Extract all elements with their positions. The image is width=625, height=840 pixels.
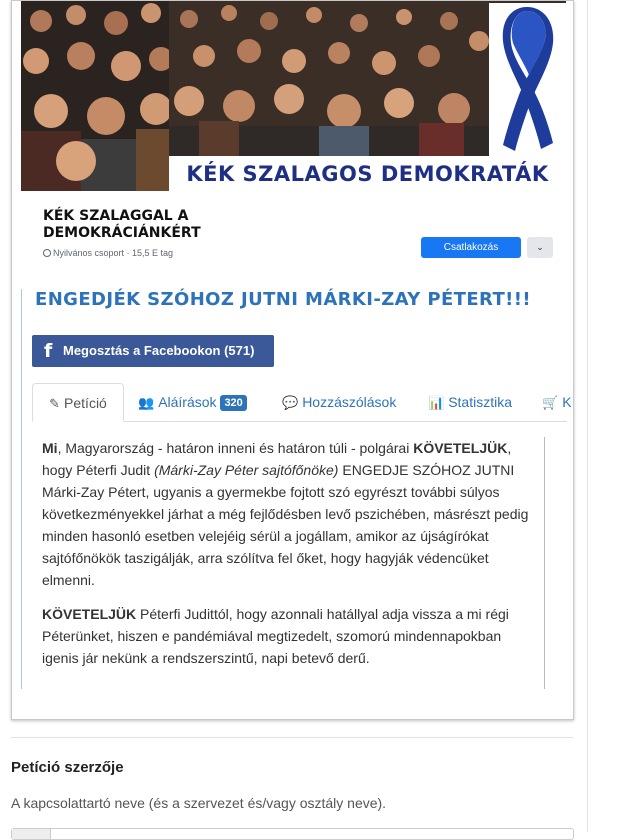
facebook-group-screenshot [21, 1, 566, 271]
tab-label: K [562, 394, 572, 410]
tab-shop[interactable] [542, 383, 572, 421]
petition-body [42, 437, 538, 681]
group-name: KÉK SZALAGGAL A DEMOKRÁCIÁNKÉRT [43, 208, 201, 241]
text: ENGEDJE SZÓHOZ JUTNI Márki-Zay Pétert, ugyanis a gyermekbe fojtott szó egyrészt további súlyos következményekkel járhat a még fejlődésben levő pszichében, másrészt pedig minden hasonló esetben velejéig sérül a jogállam, amikor az újságírókat sajtófőnökök taszigálják, arra szólítva fel őket, hogy hagyják védencüket elmenni. [42, 462, 529, 588]
tab-peticio[interactable] [32, 383, 124, 422]
cover-photo [21, 1, 566, 191]
cart-icon: 🛒 [542, 396, 559, 411]
tab-alairasok[interactable] [138, 383, 247, 421]
author-section-title: Petíció szerzője [11, 759, 124, 776]
text: , Magyarország - határon inneni és határon túli - polgárai [57, 440, 414, 456]
author-section-description: A kapcsolattartó neve (és a szervezet és/vagy osztály neve). [11, 795, 387, 811]
tab-hozzaszolasok[interactable] [282, 383, 396, 421]
pencil-icon: ✎ [49, 397, 61, 412]
petition-tabs [32, 383, 572, 422]
tab-label: Petíció [64, 395, 107, 411]
tab-statisztika[interactable] [428, 383, 512, 421]
crowd-photo-art-top [169, 1, 489, 156]
join-group-button: Csatlakozás [421, 237, 521, 258]
facebook-icon: f [44, 340, 53, 362]
facebook-share-button[interactable] [32, 335, 274, 367]
cover-banner [169, 156, 566, 191]
text: , hogy Péterfi Judit [42, 440, 512, 478]
petition-headline: ENGEDJÉK SZÓHOZ JUTNI MÁRKI-ZAY PÉTERT!!! [35, 289, 532, 310]
text-bold: KÖVETELJÜK [413, 440, 508, 456]
petition-paragraph [42, 437, 538, 591]
chevron-down-icon: ⌄ [527, 237, 553, 258]
section-separator [11, 737, 573, 738]
page-divider [587, 0, 588, 832]
input-addon [12, 829, 51, 839]
globe-icon [43, 249, 51, 257]
crowd-photo-art [21, 1, 169, 191]
blue-ribbon-icon [489, 3, 566, 156]
text: Péterfi Judittól, hogy azonnali hatállyal adja vissza a mi régi Péterünket, hiszen e pandémiával megtizedelt, szomorú mindennapokban igenis jár nekünk a rendszerszintű, napi betevő derű. [42, 606, 509, 666]
tab-label: Statisztika [448, 394, 512, 410]
signature-count-badge: 320 [220, 395, 246, 411]
scroll-divider [544, 437, 545, 689]
group-meta-text: Nyilvános csoport · 15,5 E tag [53, 248, 174, 258]
text-bold: KÖVETELJÜK [42, 606, 137, 622]
author-name-input[interactable] [11, 828, 574, 840]
tab-label: Aláírások [158, 394, 217, 410]
petition-card [11, 0, 574, 720]
petition-paragraph [42, 603, 538, 669]
text-italic: (Márki-Zay Péter sajtófőnöke) [154, 462, 339, 478]
text-bold: Mi [42, 440, 58, 456]
banner-text: KÉK SZALAGOS DEMOKRATÁK [186, 162, 549, 186]
crowd-photo [21, 1, 169, 191]
ribbon-panel [489, 3, 566, 156]
users-icon: 👥 [138, 396, 155, 411]
crowd-photo-top [169, 1, 489, 156]
share-label: Megosztás a Facebookon (571) [63, 343, 255, 358]
tab-label: Hozzászólások [302, 394, 397, 410]
group-meta [43, 248, 173, 258]
comments-icon: 💬 [282, 396, 299, 411]
petition-content [21, 289, 572, 689]
chart-icon: 📊 [428, 396, 445, 411]
